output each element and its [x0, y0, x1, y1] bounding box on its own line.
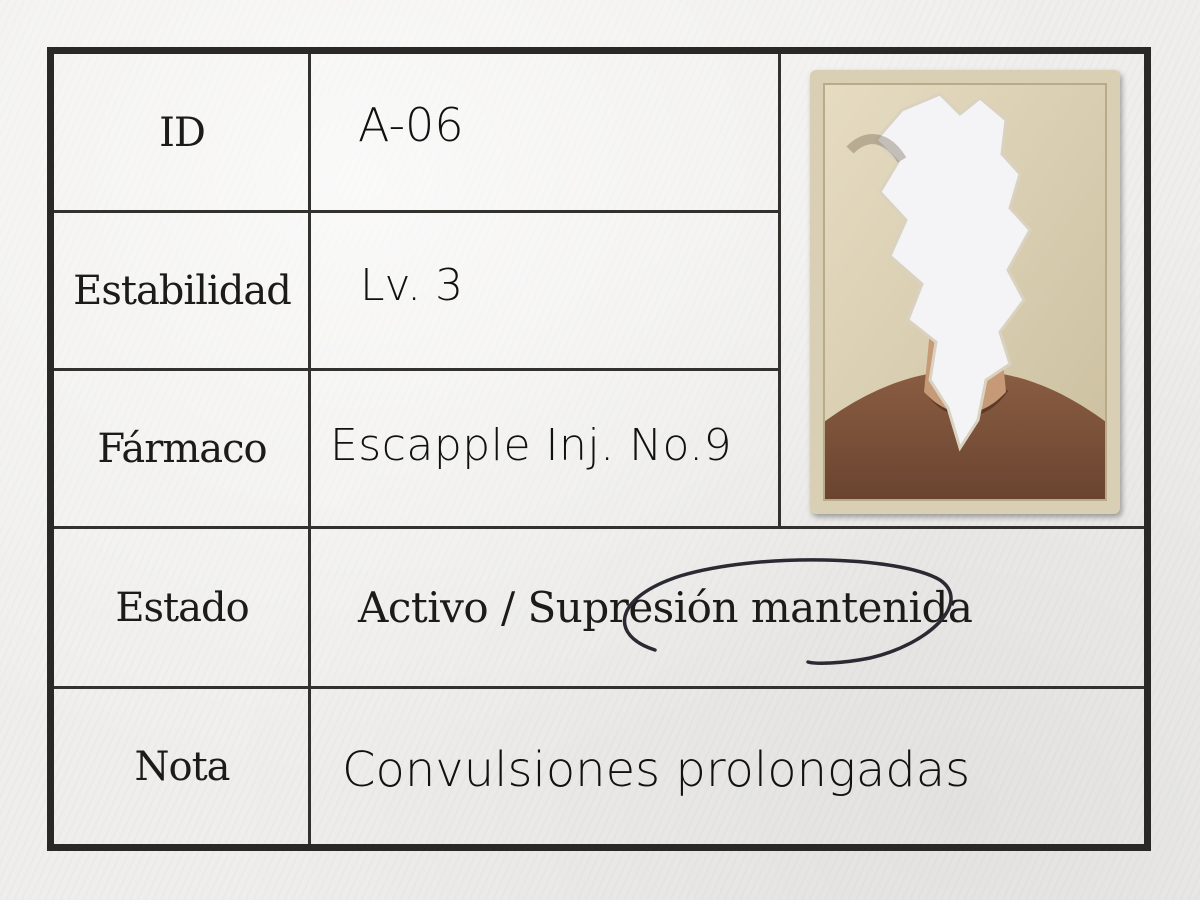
- value-estado: Activo / Supresión mantenida: [358, 582, 973, 632]
- value-farmaco: Escapple Inj. No.9: [330, 419, 733, 471]
- label-estado: Estado: [115, 584, 249, 631]
- value-id: A-06: [358, 98, 464, 152]
- torn-portrait-image: [810, 70, 1120, 514]
- label-farmaco: Fármaco: [97, 425, 267, 472]
- column-divider: [778, 54, 781, 528]
- value-nota: Convulsiones prolongadas: [342, 742, 971, 798]
- pen-circle-annotation: [600, 548, 960, 678]
- label-nota: Nota: [134, 743, 230, 790]
- label-estabilidad: Estabilidad: [73, 267, 291, 314]
- subject-photo: [810, 70, 1120, 514]
- value-estabilidad: Lv. 3: [360, 259, 464, 311]
- label-id: ID: [159, 110, 205, 156]
